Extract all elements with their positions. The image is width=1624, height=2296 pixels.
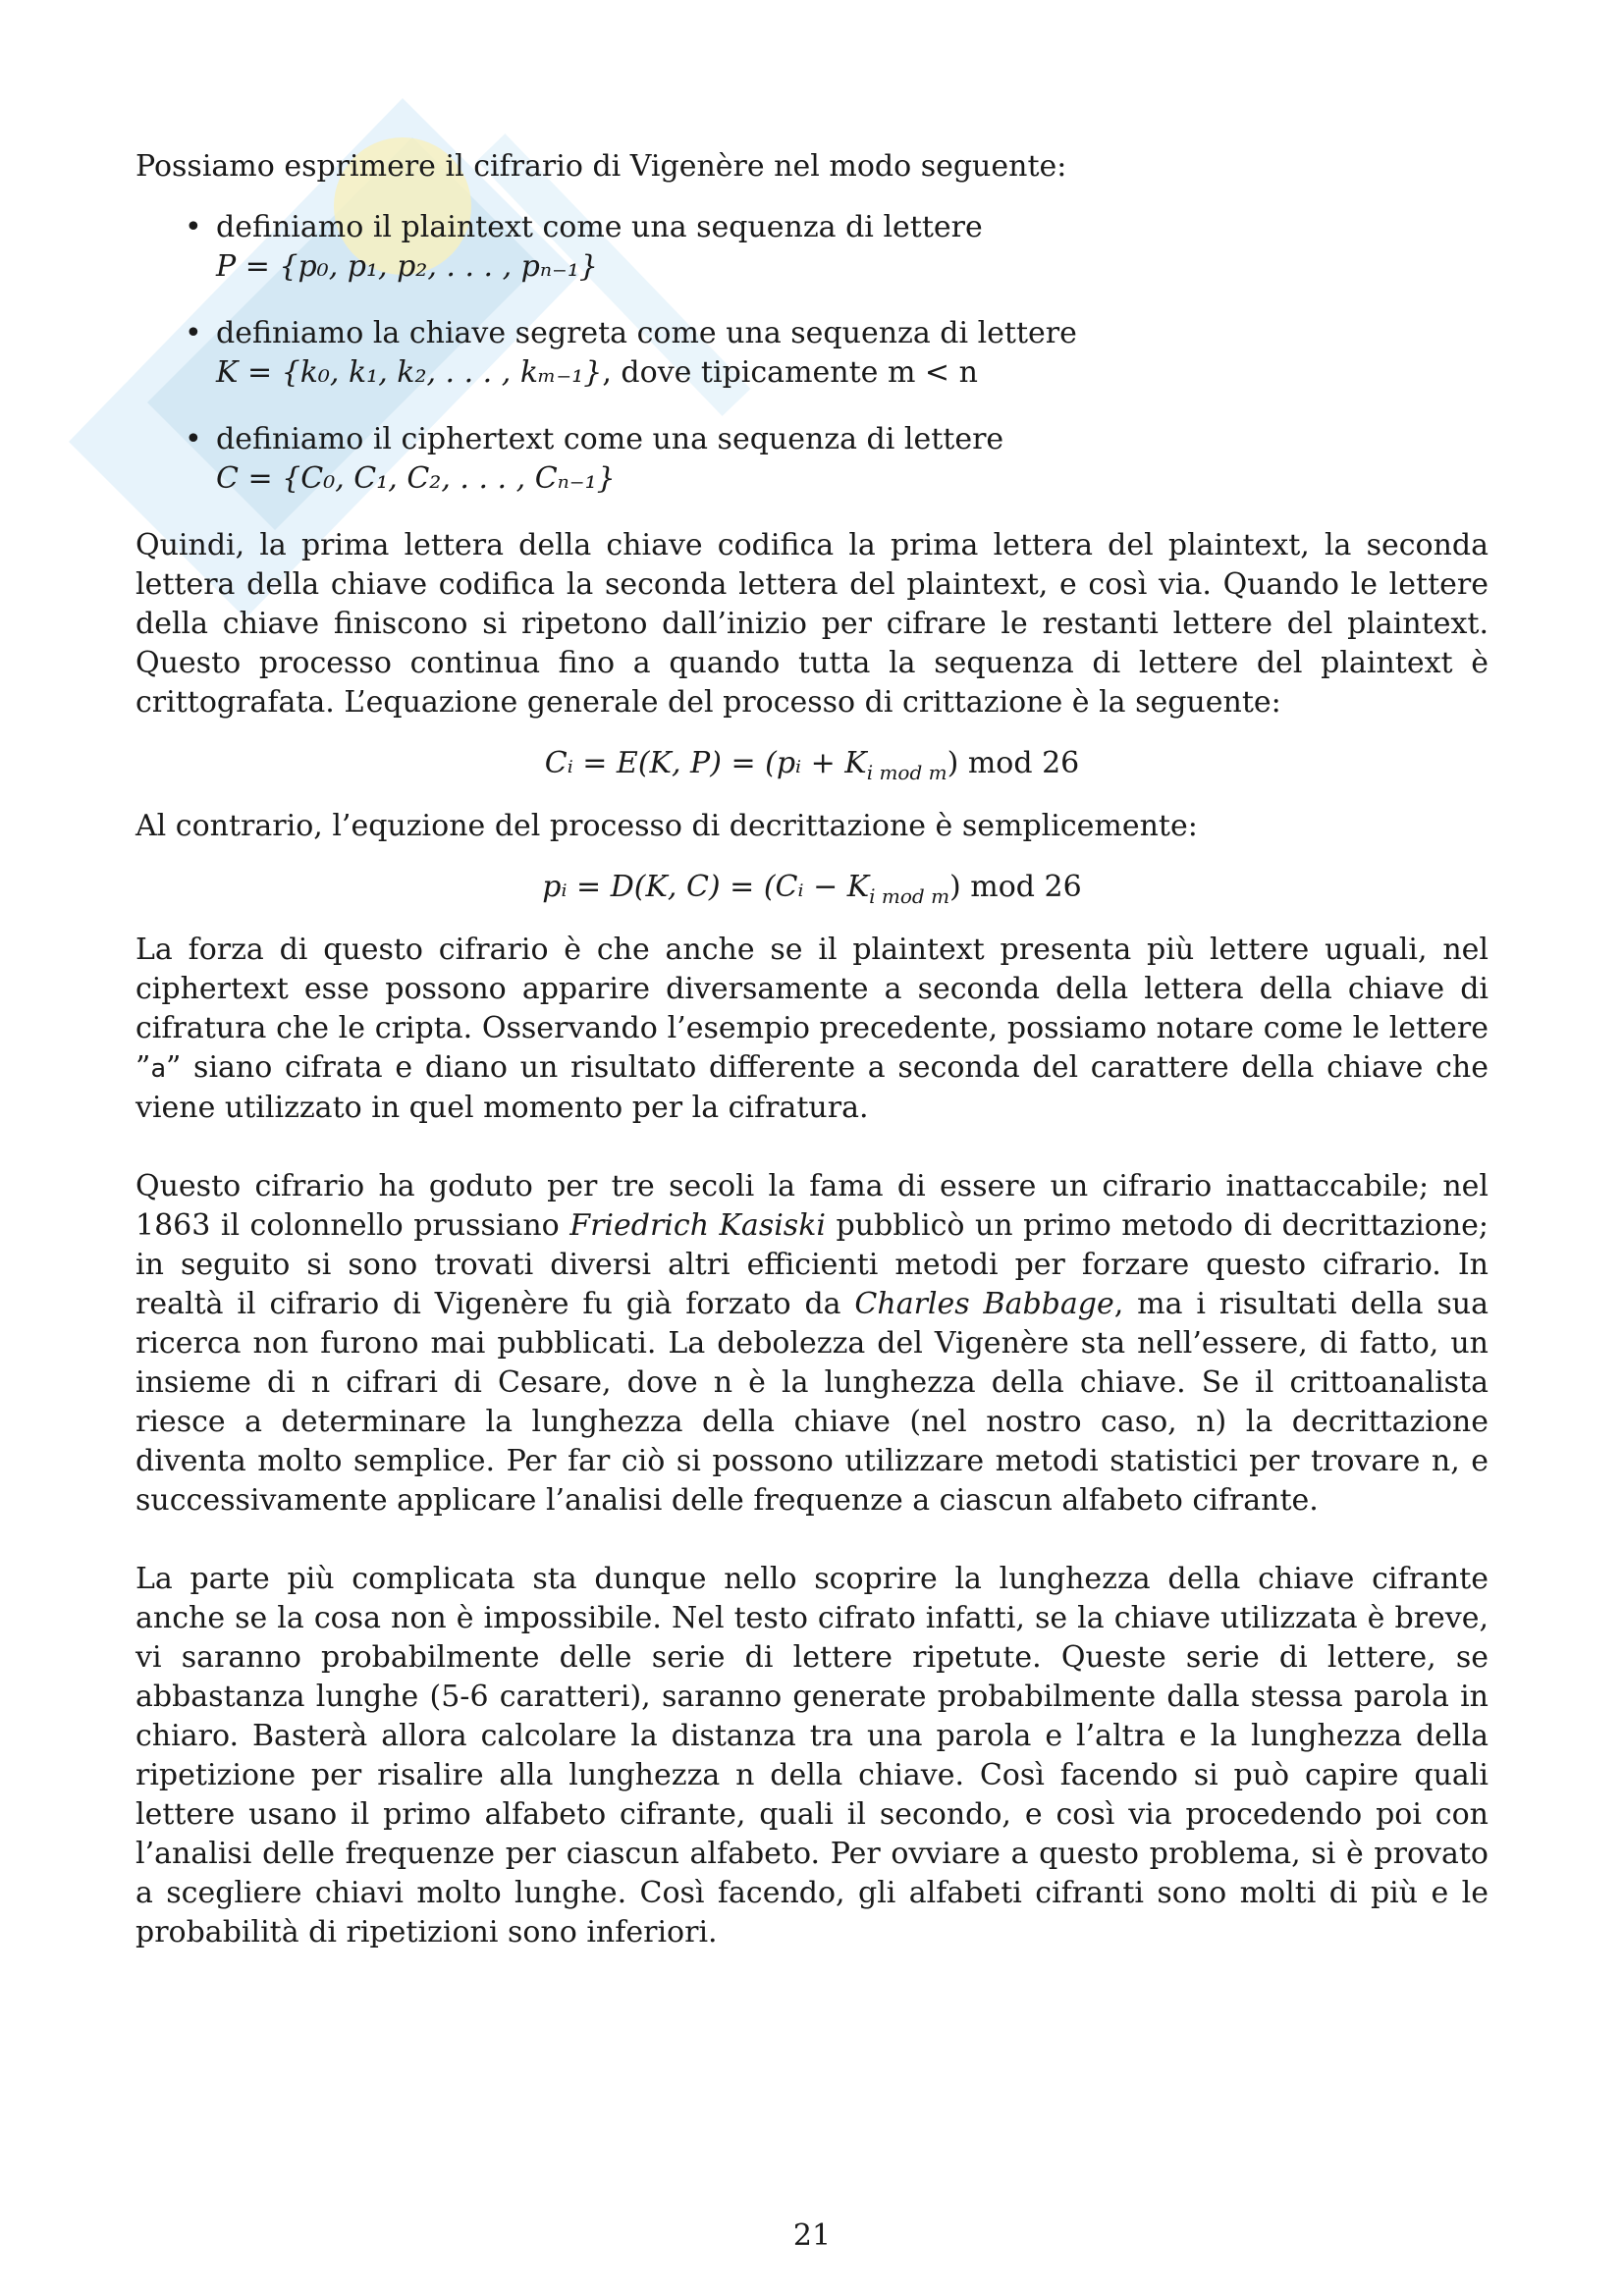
definition-text: • definiamo la chiave segreta come una sequenza di lettere — [216, 316, 1077, 350]
definition-text: • definiamo il plaintext come una sequenza di lettere — [216, 210, 983, 244]
definition-item-plaintext — [135, 208, 1489, 287]
paragraph-strength: La forza di questo cifrario è che anche se il plaintext presenta più lettere uguali, nel ciphertext esse possono apparire diversamente a seconda della lettera della chiave di cifratura che le cripta. Osservando l’esempio precedente, possiamo notare come le lettere ”a” siano cifrata e diano un risultato differente a seconda del carattere della chiave che viene utilizzato in quel momento per la cifratura. — [135, 933, 1489, 1125]
plaintext-formula: P = {p₀, p₁, p₂, . . . , pₙ₋₁} — [216, 249, 598, 284]
inline-code: a — [150, 1054, 166, 1084]
definition-item-ciphertext — [135, 420, 1489, 499]
name-babbage: Charles Babbage — [854, 1287, 1114, 1321]
equation-decryption: pᵢ = D(K, C) = (Cᵢ − $K_{i mod m}$) mod 26 — [542, 870, 1082, 908]
definition-text: • definiamo il ciphertext come una sequenza di lettere — [216, 422, 1004, 456]
definition-list — [135, 208, 1489, 499]
ciphertext-formula: C = {C₀, C₁, C₂, . . . , Cₙ₋₁} — [216, 461, 616, 496]
paragraph-decryption: Al contrario, l’equzione del processo di decrittazione è semplicemente: — [135, 809, 1198, 843]
intro-text: Possiamo esprimere il cifrario di Vigenère nel modo seguente: — [135, 149, 1067, 184]
paragraph-encryption: Quindi, la prima lettera della chiave codifica la prima lettera del plaintext, la seconda lettera della chiave codifica la seconda lettera del plaintext, e così via. Quando le lettere della chiave finiscono si ripetono dall’inizio per cifrare le restanti lettere del plaintext. Questo processo continua fino a quando tutta la sequenza di lettere del plaintext è crittografata. L’equazione generale del processo di crittazione è la seguente: — [135, 528, 1489, 720]
key-formula: K = {k₀, k₁, k₂, . . . , kₘ₋₁}, dove tipicamente m < n — [216, 355, 978, 390]
page-content — [135, 147, 1489, 1952]
page-number: 21 — [792, 2218, 832, 2253]
paragraph-history: Questo cifrario ha goduto per tre secoli la fama di essere un cifrario inattaccabile; nel 1863 il colonnello prussiano Friedrich Kasiski pubblicò un primo metodo di decrittazione; in seguito si sono trovati diversi altri efficienti metodi per forzare questo cifrario. In realtà il cifrario di Vigenère fu già forzato da Charles Babbage, ma i risultati della sua ricerca non furono mai pubblicati. La debolezza del Vigenère sta nell’essere, di fatto, un insieme di n cifrari di Cesare, dove n è la lunghezza della chiave. Se il crittoanalista riesce a determinare la lunghezza della chiave (nel nostro caso, n) la decrittazione diventa molto semplice. Per far ciò si possono utilizzare metodi statistici per trovare n, e successivamente applicare l’analisi delle frequenze a ciascun alfabeto cifrante. — [135, 1169, 1489, 1518]
paragraph-key-length: La parte più complicata sta dunque nello scoprire la lunghezza della chiave cifrante anche se la cosa non è impossibile. Nel testo cifrato infatti, se la chiave utilizzata è breve, vi saranno probabilmente delle serie di lettere ripetute. Queste serie di lettere, se abbastanza lunghe (5-6 caratteri), saranno generate probabilmente dalla stessa parola in chiaro. Basterà allora calcolare la distanza tra una parola e l’altra e la lunghezza della ripetizione per risalire alla lunghezza n della chiave. Così facendo si può capire quali lettere usano il primo alfabeto cifrante, quali il secondo, e così via procedendo poi con l’analisi delle frequenze per ciascun alfabeto. Per ovviare a questo problema, si è provato a scegliere chiavi molto lunghe. Così facendo, gli alfabeti cifranti sono molti di più e le probabilità di ripetizioni sono inferiori. — [135, 1562, 1489, 1949]
equation-encryption: Cᵢ = E(K, P) = (pᵢ + $K_{i mod m}$) mod 26 — [544, 746, 1080, 784]
definition-item-key — [135, 314, 1489, 393]
name-kasiski: Friedrich Kasiski — [569, 1208, 826, 1243]
